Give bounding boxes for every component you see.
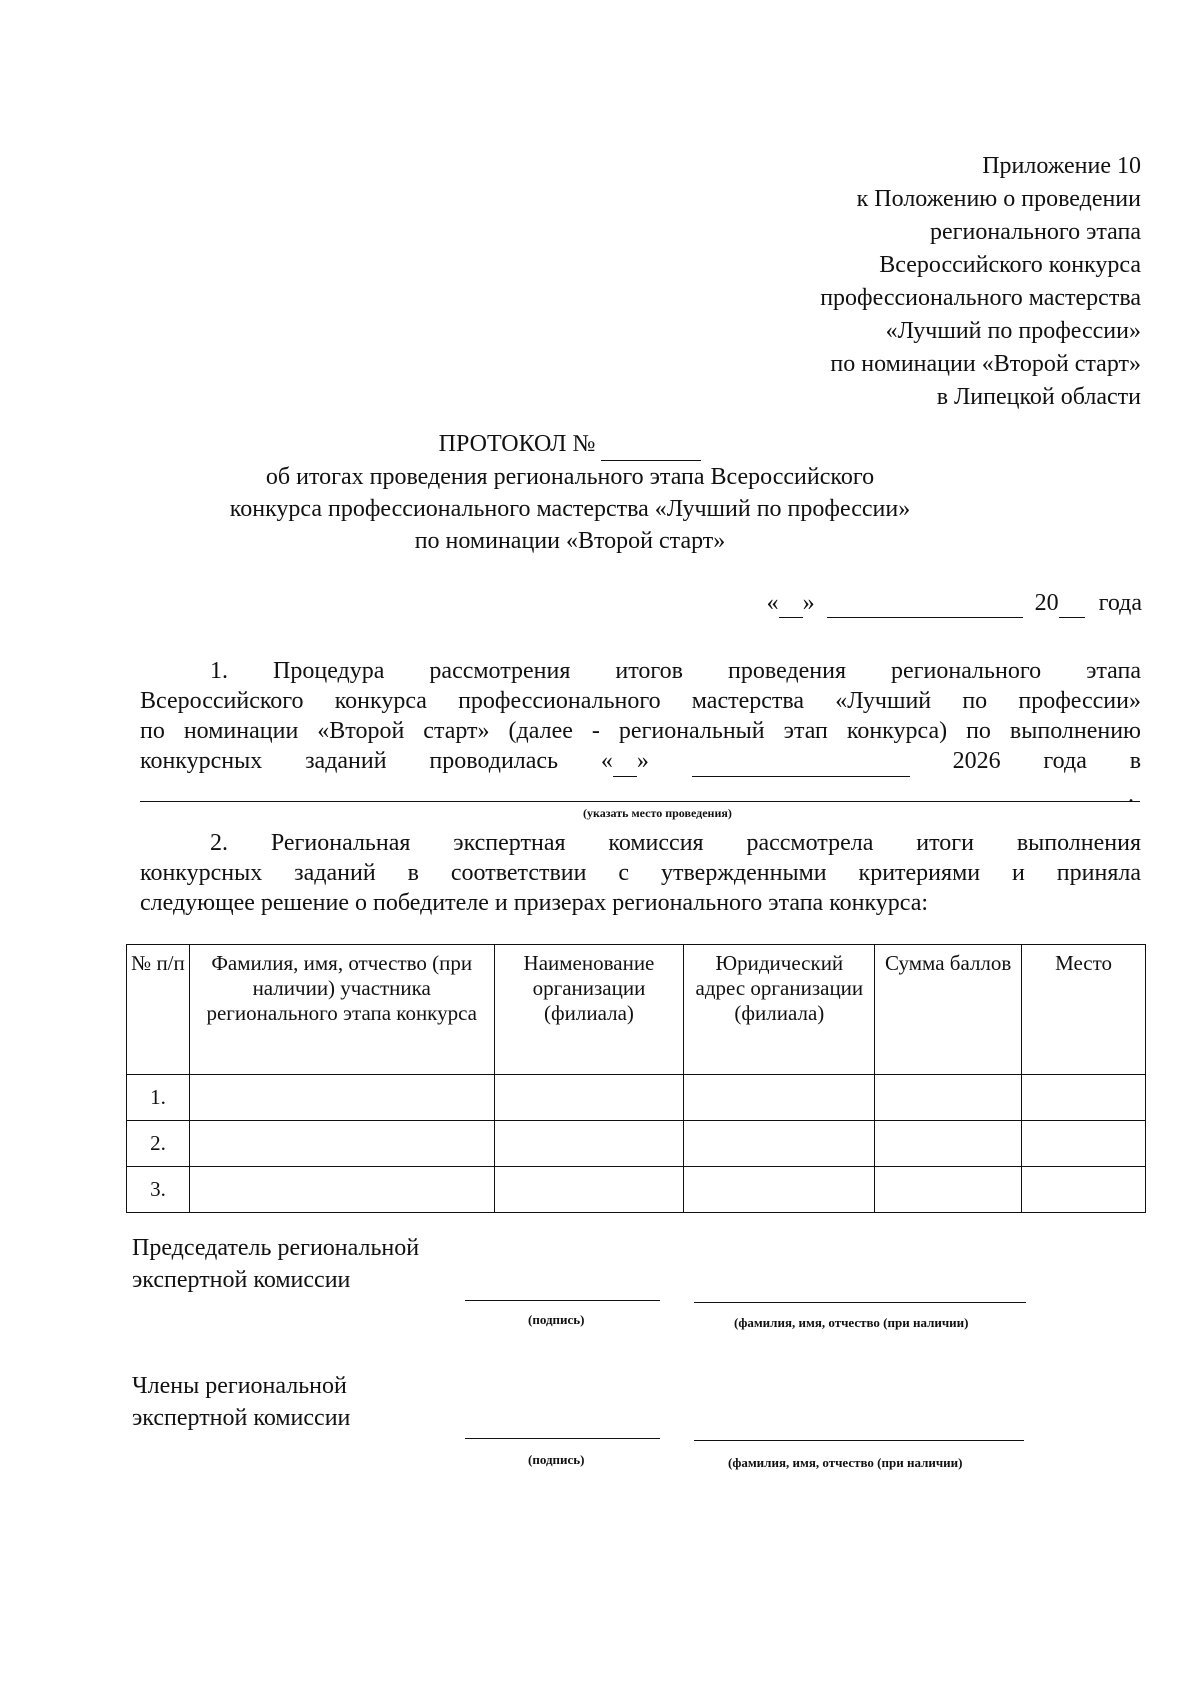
date-century: 20: [1034, 590, 1059, 616]
annex-line: по номинации «Второй старт»: [830, 351, 1141, 377]
organization-cell[interactable]: [494, 1075, 684, 1121]
protocol-number-blank: [601, 428, 701, 461]
annex-line: «Лучший по профессии»: [885, 318, 1141, 344]
column-header-participant: Фамилия, имя, отчество (при наличии) участника регионального этапа конкурса: [189, 945, 494, 1075]
paragraph-1-year: 2026: [952, 748, 1001, 774]
annex-header: [820, 150, 1141, 414]
row-number: 1.: [127, 1075, 190, 1121]
protocol-date-line: [767, 590, 1142, 618]
venue-caption: (указать место проведения): [583, 806, 732, 820]
members-label-line: Члены региональной: [132, 1373, 347, 1399]
chairman-name-line[interactable]: [694, 1302, 1026, 1303]
day-blank: [613, 746, 637, 777]
members-label: [132, 1370, 350, 1434]
score-cell[interactable]: [875, 1167, 1022, 1213]
organization-cell[interactable]: [494, 1121, 684, 1167]
day-close-quote: »: [636, 748, 649, 774]
participant-cell[interactable]: [189, 1167, 494, 1213]
place-cell[interactable]: [1022, 1121, 1146, 1167]
protocol-title-block: [130, 428, 1010, 557]
paragraph-1-line: 1. Процедура рассмотрения итогов проведения регионального этапа: [210, 658, 1141, 684]
protocol-subtitle-line: об итогах проведения регионального этапа Всероссийского: [265, 464, 875, 490]
place-cell[interactable]: [1022, 1167, 1146, 1213]
paragraph-1-last-line: [140, 746, 1141, 777]
row-number: 3.: [127, 1167, 190, 1213]
member-name-caption: (фамилия, имя, отчество (при наличии): [728, 1455, 963, 1470]
paragraph-1-line: Всероссийского конкурса профессионального мастерства «Лучший по профессии»: [140, 688, 1141, 714]
paragraph-1: [140, 656, 1141, 777]
chairman-signature-caption: (подпись): [528, 1312, 585, 1327]
member-signature-caption: (подпись): [528, 1452, 585, 1467]
month-blank: [827, 590, 1023, 618]
chairman-signature-line[interactable]: [465, 1300, 660, 1301]
score-cell[interactable]: [875, 1075, 1022, 1121]
day-open-quote: «: [600, 748, 613, 774]
annex-line: профессионального мастерства: [820, 285, 1141, 311]
annex-line: Всероссийского конкурса: [879, 252, 1141, 278]
column-header-organization: Наименование организации (филиала): [494, 945, 684, 1075]
paragraph-2: [140, 828, 1141, 918]
table-row: [127, 1167, 1146, 1213]
paragraph-1-year-word: года: [1043, 748, 1087, 774]
day-blank: [779, 590, 803, 618]
annex-line: регионального этапа: [930, 219, 1141, 245]
paragraph-2-line: конкурсных заданий в соответствии с утвержденными критериями и приняла: [140, 860, 1141, 886]
protocol-subtitle-line: по номинации «Второй старт»: [414, 528, 726, 554]
chairman-label-line: экспертной комиссии: [132, 1267, 351, 1293]
chairman-label: [132, 1232, 419, 1296]
paragraph-1-line: по номинации «Второй старт» (далее - региональный этап конкурса) по выполнению: [140, 718, 1141, 744]
results-table: [126, 944, 1146, 1213]
month-blank: [692, 746, 910, 777]
member-name-line[interactable]: [694, 1440, 1024, 1441]
column-header-score: Сумма баллов: [875, 945, 1022, 1075]
year-blank: [1059, 590, 1085, 618]
protocol-title: ПРОТОКОЛ №: [438, 431, 596, 457]
column-header-address: Юридический адрес организации (филиала): [684, 945, 875, 1075]
paragraph-1-preposition: в: [1129, 748, 1142, 774]
date-close-quote: »: [802, 590, 815, 616]
member-signature-line[interactable]: [465, 1438, 660, 1439]
row-number: 2.: [127, 1121, 190, 1167]
score-cell[interactable]: [875, 1121, 1022, 1167]
protocol-title-line: [130, 428, 1010, 461]
annex-line: к Положению о проведении: [856, 186, 1141, 212]
table-header-row: [127, 945, 1146, 1075]
members-label-line: экспертной комиссии: [132, 1405, 351, 1431]
protocol-subtitle-line: конкурса профессионального мастерства «Лучший по профессии»: [229, 496, 911, 522]
chairman-label-line: Председатель региональной: [132, 1235, 420, 1261]
table-row: [127, 1075, 1146, 1121]
place-cell[interactable]: [1022, 1075, 1146, 1121]
date-open-quote: «: [766, 590, 779, 616]
table-row: [127, 1121, 1146, 1167]
address-cell[interactable]: [684, 1167, 875, 1213]
chairman-name-caption: (фамилия, имя, отчество (при наличии): [734, 1315, 969, 1330]
annex-line: в Липецкой области: [936, 384, 1141, 410]
participant-cell[interactable]: [189, 1121, 494, 1167]
address-cell[interactable]: [684, 1075, 875, 1121]
annex-line: Приложение 10: [982, 153, 1141, 179]
paragraph-2-line: 2. Региональная экспертная комиссия рассмотрела итоги выполнения: [210, 830, 1141, 856]
column-header-place: Место: [1022, 945, 1146, 1075]
date-year-word: года: [1098, 590, 1142, 616]
column-header-number: № п/п: [127, 945, 190, 1075]
paragraph-1-last-line-start: конкурсных заданий проводилась: [140, 748, 559, 774]
organization-cell[interactable]: [494, 1167, 684, 1213]
venue-line-period: .: [1128, 782, 1134, 808]
address-cell[interactable]: [684, 1121, 875, 1167]
participant-cell[interactable]: [189, 1075, 494, 1121]
paragraph-2-line: следующее решение о победителе и призерах регионального этапа конкурса:: [140, 890, 929, 916]
venue-blank-line: [140, 801, 1140, 802]
